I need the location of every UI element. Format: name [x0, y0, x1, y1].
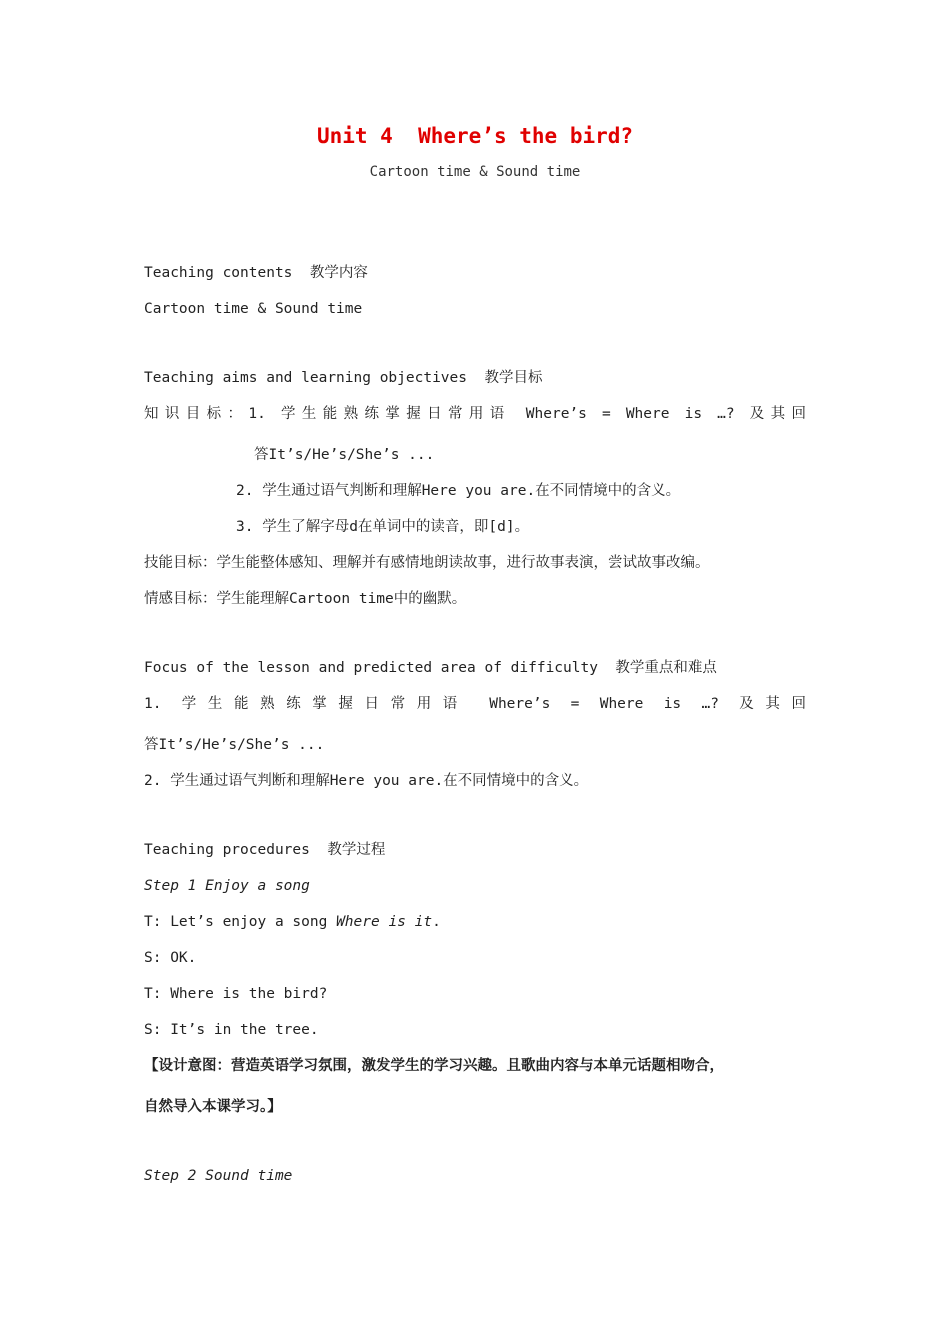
dialog-line: [144, 912, 441, 932]
focus-item-1: 1. 学生能熟练掌握日常用语 Where’s = Where is …? 及其回: [144, 696, 806, 712]
knowledge-aim-3: 3. 学生了解字母d在单词中的读音，即[d]。: [236, 519, 530, 535]
skill-aim: 技能目标：学生能整体感知、理解并有感情地朗读故事，进行故事表演，尝试故事改编。: [144, 555, 710, 571]
contents-heading: Teaching contents 教学内容: [144, 265, 368, 281]
knowledge-aim-2: 2. 学生通过语气判断和理解Here you are.在不同情境中的含义。: [236, 483, 681, 499]
step-1-heading: Step 1 Enjoy a song: [144, 878, 310, 894]
emotion-aim: 情感目标：学生能理解Cartoon time中的幽默。: [144, 591, 467, 607]
focus-item-1-cont: 答It’s/He’s/She’s ...: [144, 737, 325, 753]
design-intent: 【设计意图：营造英语学习氛围，激发学生的学习兴趣。且歌曲内容与本单元话题相吻合，: [144, 1058, 724, 1074]
document-title: Unit 4 Where’s the bird?: [316, 124, 634, 148]
contents-body: Cartoon time & Sound time: [144, 301, 363, 317]
dialog-line: S: It’s in the tree.: [144, 1022, 319, 1038]
document-subtitle: Cartoon time & Sound time: [369, 164, 581, 180]
dialog-text: T: Let’s enjoy a song: [144, 914, 337, 930]
song-title: Where is it: [336, 914, 433, 930]
dialog-punct: .: [432, 914, 441, 930]
aims-heading: Teaching aims and learning objectives 教学目标: [144, 370, 543, 386]
knowledge-aim-1-cont: 答It’s/He’s/She’s ...: [254, 447, 435, 463]
knowledge-aim-1: 知识目标：1. 学生能熟练掌握日常用语 Where’s = Where is …? 及其回: [144, 406, 806, 422]
step-2-heading: Step 2 Sound time: [144, 1168, 293, 1184]
focus-item-2: 2. 学生通过语气判断和理解Here you are.在不同情境中的含义。: [144, 773, 589, 789]
design-intent-cont: 自然导入本课学习。】: [144, 1099, 282, 1115]
procedures-heading: Teaching procedures 教学过程: [144, 842, 386, 858]
focus-heading: Focus of the lesson and predicted area of difficulty 教学重点和难点: [144, 660, 717, 676]
dialog-line: S: OK.: [144, 950, 197, 966]
dialog-line: T: Where is the bird?: [144, 986, 328, 1002]
